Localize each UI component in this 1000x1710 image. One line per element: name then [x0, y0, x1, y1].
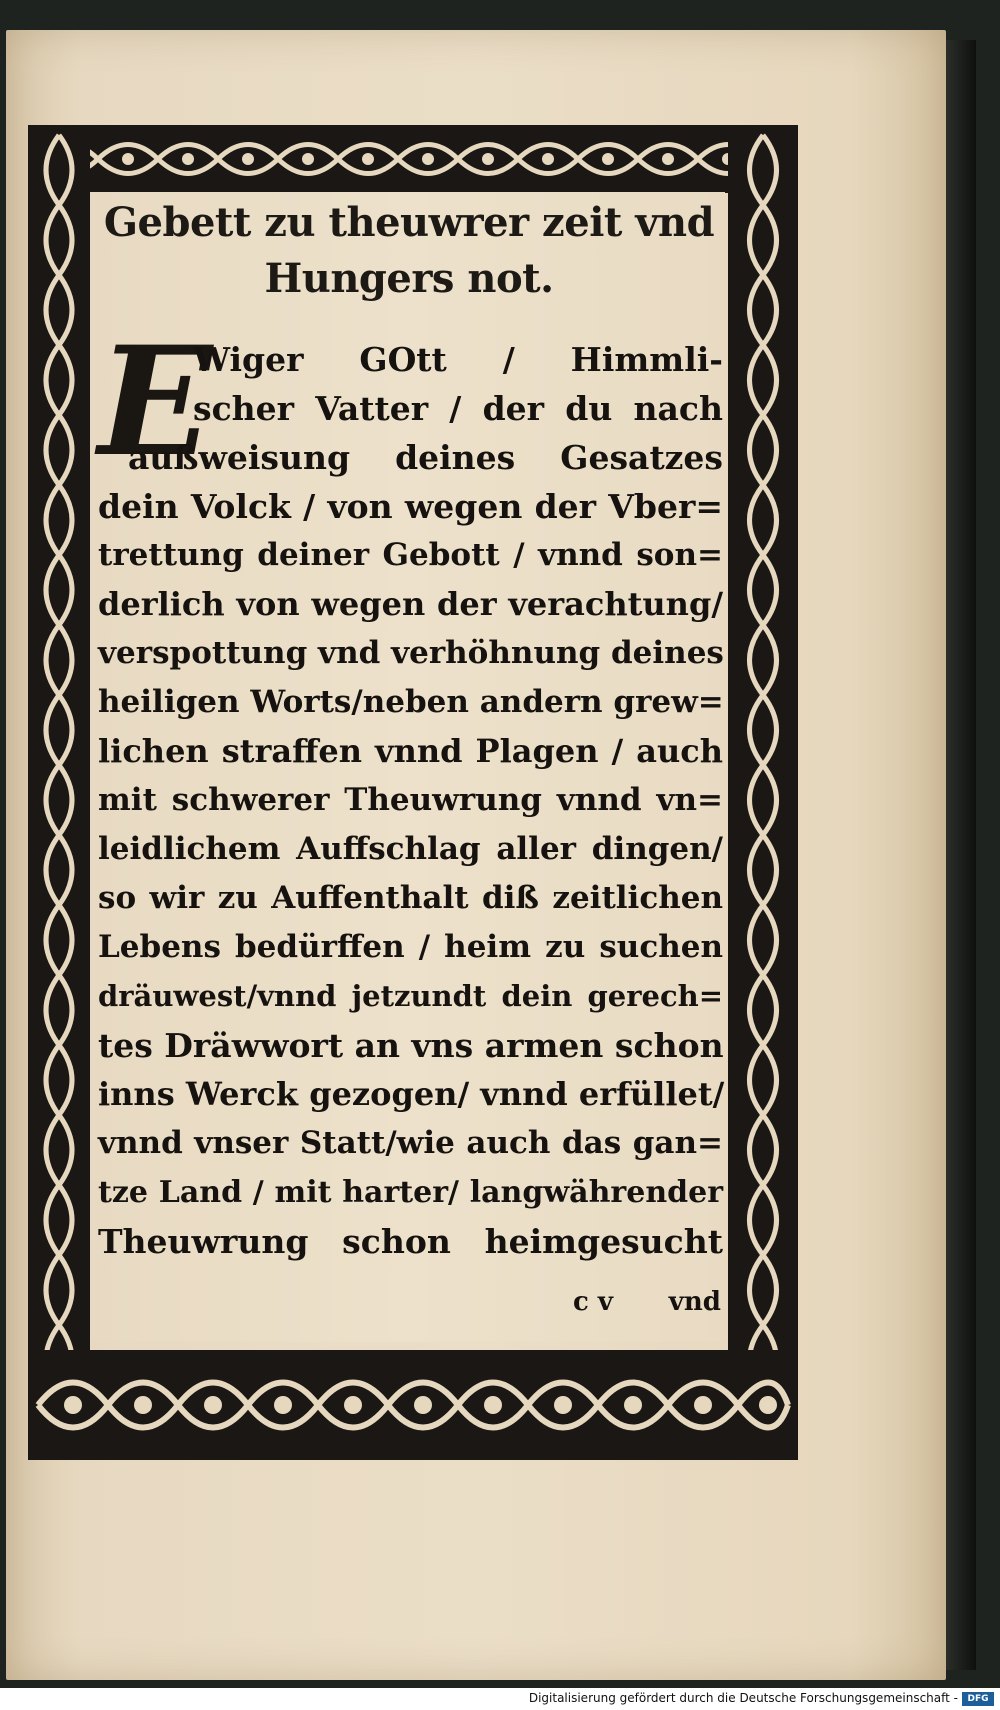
- text-line: scher Vatter / der du nach: [193, 389, 723, 428]
- border-bottom-ornament: [28, 1350, 798, 1460]
- text-line: verspottung vnd verhöhnung deines: [98, 635, 724, 671]
- border-top-ornament: [28, 125, 798, 193]
- catchline: [98, 1285, 723, 1325]
- book-edge: [946, 40, 976, 1670]
- text-line: Lebens bedürffen / heim zu suchen: [98, 929, 723, 965]
- text-line: dräuwest/vnnd jetzundt dein gerech=: [98, 979, 723, 1013]
- text-line: mit schwerer Theuwrung vnnd vn=: [98, 782, 723, 818]
- text-line: so wir zu Auffenthalt diß zeitlichen: [98, 880, 723, 916]
- text-line: dein Volck / von wegen der Vber=: [98, 487, 723, 526]
- footer-credit-text: Digitalisierung gefördert durch die Deutsche Forschungsgemeinschaft -: [528, 1691, 958, 1705]
- signature-mark: c v: [573, 1287, 613, 1317]
- prayer-body-text: [98, 335, 723, 1266]
- text-line: inns Werck gezogen/ vnnd erfüllet/: [98, 1075, 725, 1113]
- text-line: lichen straffen vnnd Plagen / auch: [98, 732, 723, 770]
- text-line: Wiger GOtt / Himmli-: [193, 340, 723, 379]
- text-line: vnnd vnser Statt/wie auch das gan=: [98, 1125, 723, 1161]
- text-line: tze Land / mit harter/ langwährender: [98, 1175, 723, 1210]
- text-line: tes Dräwwort an vns armen schon: [98, 1026, 724, 1065]
- text-line: außweisung deines Gesatzes: [128, 438, 723, 477]
- border-right-ornament: [728, 125, 798, 1460]
- heading-line-2: Hungers not.: [264, 255, 554, 302]
- heading-line-1: Gebett zu theuwrer zeit vnd: [103, 199, 715, 246]
- border-left-ornament: [28, 125, 90, 1460]
- text-line: trettung deiner Gebott / vnnd son=: [98, 537, 723, 573]
- text-line: derlich von wegen der verachtung/: [98, 585, 723, 623]
- text-line: leidlichem Auffschlag aller dingen/: [98, 831, 723, 867]
- dfg-logo: DFG: [962, 1692, 994, 1706]
- text-line: heiligen Worts/neben andern grew=: [98, 684, 724, 720]
- decorated-initial-letter: E: [98, 314, 213, 490]
- digitization-footer: [0, 1688, 1000, 1710]
- prayer-heading: [95, 195, 723, 307]
- catchword: vnd: [668, 1287, 721, 1317]
- text-line: Theuwrung schon heimgesucht: [98, 1222, 723, 1261]
